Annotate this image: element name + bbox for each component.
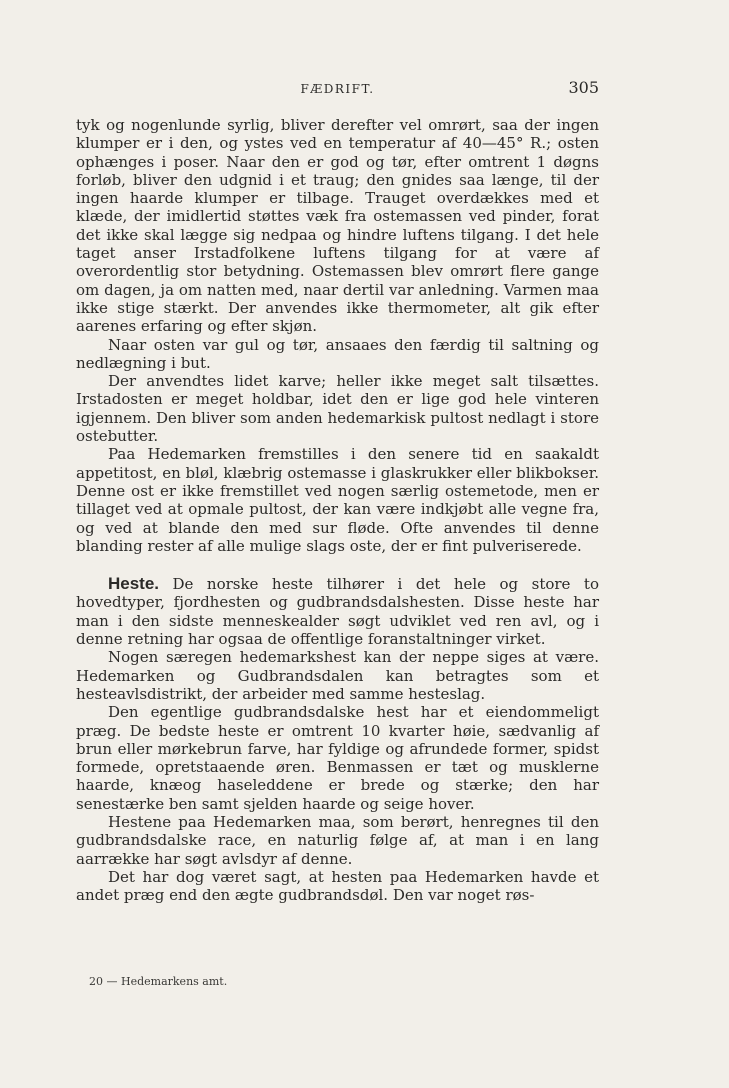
paragraph: Nogen særegen hedemarkshest kan der neppe siges at være. Hedemarken og Gudbrandsdalen kan betragtes som et hesteavlsdistrikt, der arbeider med samme hesteslag. bbox=[76, 648, 599, 703]
section-paragraph bbox=[76, 575, 599, 648]
paragraph: Det har dog været sagt, at hesten paa Hedemarken havde et andet præg end den ægte gudbrandsdøl. Den var noget røs- bbox=[76, 867, 599, 905]
running-title: FÆDRIFT. bbox=[300, 82, 375, 96]
paragraph: Den egentlige gudbrandsdalske hest har et eiendommeligt præg. De bedste heste er omtrent 10 kvarter høie, sædvanlig af brun eller mørkebrun farve, har fyldige og afrundede former, spidst formede, opretstaaende øren. Benmassen er tæt og musklerne haarde, knæog haseleddene er brede og stærke; den har senestærke ben samt sjelden haarde og seige hover. bbox=[76, 703, 599, 813]
paragraph: Der anvendtes lidet karve; heller ikke meget salt tilsættes. Irstadosten er meget holdbar, idet den er lige god hele vinteren igjennem. Den bliver som anden hedemarkisk pultost nedlagt i store ostebutter. bbox=[76, 372, 599, 446]
page-number: 305 bbox=[568, 78, 599, 97]
running-header bbox=[76, 78, 599, 100]
paragraph: Naar osten var gul og tør, ansaaes den færdig til saltning og nedlægning i but. bbox=[76, 335, 599, 372]
paragraph: Hestene paa Hedemarken maa, som berørt, henregnes til den gudbrandsdalske race, en naturlig følge af, at man i en lang aarrække har søgt avlsdyr af denne. bbox=[76, 812, 599, 868]
section-heading: Heste. bbox=[108, 574, 160, 594]
page-body bbox=[76, 116, 599, 904]
section-text: De norske heste tilhører i det hele og store to hovedtyper, fjordhesten og gudbrandsdalshesten. Disse heste har man i den sidste menneskealder søgt udviklet ved ren avl, og i denne retning har ogsaa de offentlige foranstaltninger virket. bbox=[76, 575, 599, 649]
signature-mark: 20 — Hedemarkens amt. bbox=[89, 975, 228, 988]
paragraph: Paa Hedemarken fremstilles i den senere tid en saakaldt appetitost, en bløl, klæbrig ostemasse i glaskrukker eller blikbokser. Denne ost er ikke fremstillet ved nogen særlig ostemetode, men er tillaget ved at opmale pultost, der kan være indkjøbt alle vegne fra, og ved at blande den med sur fløde. Ofte anvendes til denne blanding rester af alle mulige slags oste, der er fint pulveriserede. bbox=[76, 445, 599, 555]
paragraph: tyk og nogenlunde syrlig, bliver derefter vel omrørt, saa der ingen klumper er i den, og ystes ved en temperatur af 40—45° R.; osten ophænges i poser. Naar den er god og tør, efter omtrent 1 døgns forløb, bliver den udgnid i et traug; den gnides saa længe, til der ingen haarde klumper er tilbage. Trauget overdækkes med et klæde, der imidlertid støttes væk fra ostemassen ved pinder, forat det ikke skal lægge sig nedpaa og hindre luftens tilgang. I det hele taget anser Irstadfolkene luftens tilgang for at være af overordentlig stor betydning. Ostemassen blev omrørt flere gange om dagen, ja om natten med, naar dertil var anledning. Varmen maa ikke stige stærkt. Der anvendes ikke thermometer, alt gik efter aarenes erfaring og efter skjøn. bbox=[76, 116, 599, 336]
